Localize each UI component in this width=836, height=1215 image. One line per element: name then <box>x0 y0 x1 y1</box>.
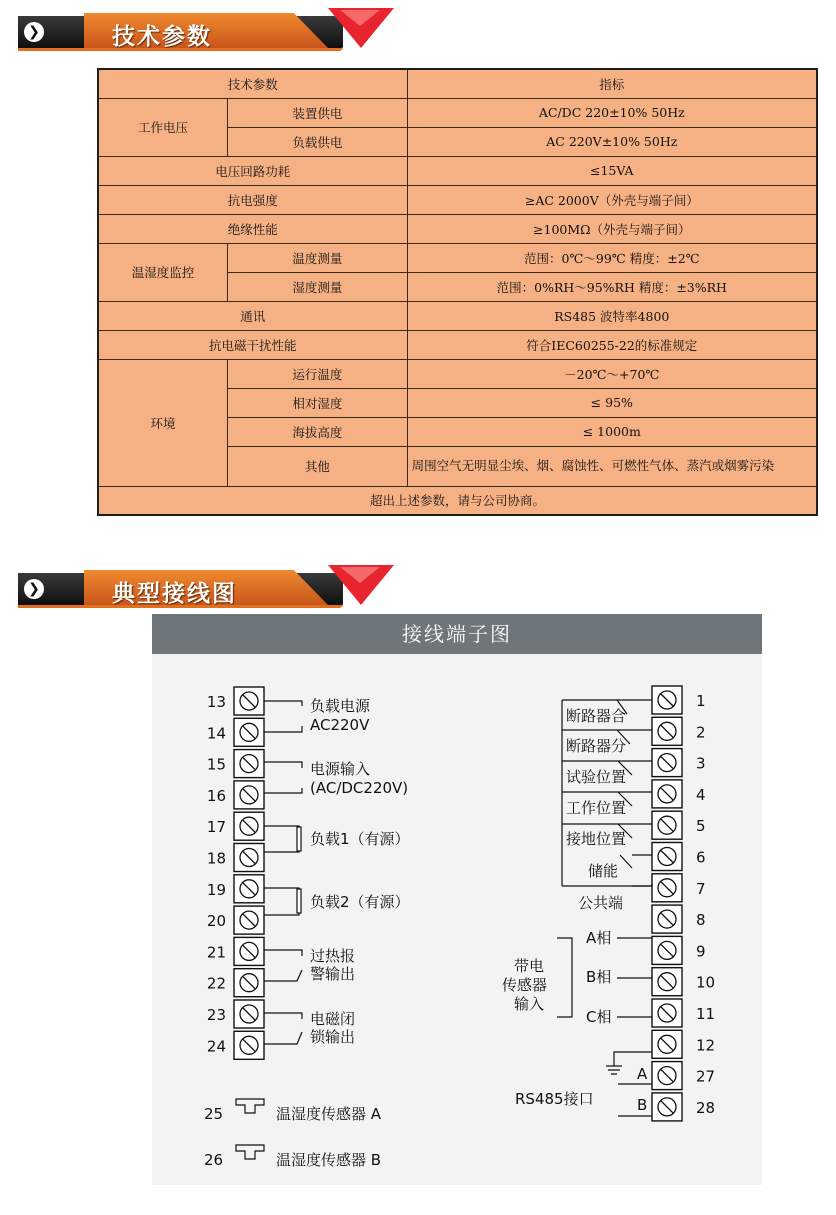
terminal-number: 19 <box>206 880 226 899</box>
label-sensor-a: 温湿度传感器 A <box>276 1105 382 1123</box>
triangle-highlight <box>340 10 380 26</box>
wiring-diagram <box>152 614 762 1185</box>
row-value: 符合IEC60255-22的标准规定 <box>407 330 817 359</box>
table-header-row <box>98 69 817 98</box>
row-value: ≥AC 2000V（外壳与端子间） <box>407 185 817 214</box>
terminal-number: 1 <box>696 692 706 710</box>
terminal <box>207 937 264 965</box>
label-acdc220v: (AC/DC220V) <box>310 779 409 797</box>
row-label: 抗电强度 <box>98 185 407 214</box>
diagram-labels <box>204 697 648 1169</box>
label-load1: 负载1（有源） <box>310 830 410 848</box>
label-work-pos: 工作位置 <box>566 799 627 817</box>
label-breaker-close: 断路器合 <box>566 707 627 725</box>
row-value: RS485 波特率4800 <box>407 301 817 330</box>
terminal-number: 21 <box>206 943 226 962</box>
row-label: 电压回路功耗 <box>98 156 407 185</box>
label-live-3: 输入 <box>514 995 545 1013</box>
terminal-number: 8 <box>696 911 706 930</box>
label-load-power: 负载电源 <box>310 697 371 715</box>
table-row <box>98 185 817 214</box>
terminal-number: 3 <box>696 754 706 773</box>
terminal-number: 16 <box>206 786 226 805</box>
terminal <box>207 812 264 840</box>
terminal <box>207 844 264 872</box>
terminal-number: 23 <box>206 1006 226 1024</box>
label-phase-a: A相 <box>586 929 612 947</box>
row-value: ≤ 1000m <box>407 417 817 446</box>
row-label: 装置供电 <box>228 98 407 127</box>
terminal-number: 10 <box>696 973 716 992</box>
row-label: 绝缘性能 <box>98 214 407 243</box>
label-test-pos: 试验位置 <box>566 768 627 786</box>
row-value: AC/DC 220±10% 50Hz <box>407 98 817 127</box>
terminal-number: 24 <box>206 1037 226 1056</box>
terminal <box>207 969 264 997</box>
terminal <box>207 781 264 809</box>
spec-table <box>97 68 818 516</box>
row-value: ≤15VA <box>407 156 817 185</box>
terminal <box>207 718 264 746</box>
row-label: 湿度测量 <box>228 272 407 301</box>
terminal <box>652 874 706 902</box>
terminal-diagram-svg <box>152 654 762 1185</box>
table-row <box>98 330 817 359</box>
label-load2: 负载2（有源） <box>310 893 410 911</box>
row-label: 其他 <box>228 446 407 486</box>
group-voltage: 工作电压 <box>98 98 228 156</box>
terminal-number: 6 <box>696 848 706 867</box>
arrow-right-icon: ❯ <box>24 22 44 42</box>
terminal-number: 18 <box>206 849 226 868</box>
terminal-number: 4 <box>696 785 706 804</box>
row-value: 周围空气无明显尘埃、烟、腐蚀性、可燃性气体、蒸汽或烟雾污染 <box>407 446 817 486</box>
label-common: 公共端 <box>578 894 624 912</box>
terminal <box>652 1062 715 1090</box>
group-temp-humidity: 温湿度监控 <box>98 243 228 301</box>
row-value: AC 220V±10% 50Hz <box>407 127 817 156</box>
terminal-number: 22 <box>206 974 226 993</box>
label-phase-b: B相 <box>586 968 612 986</box>
terminal-number: 9 <box>696 942 706 961</box>
terminal <box>652 1030 715 1058</box>
label-live-1: 带电 <box>514 957 545 975</box>
row-label: 温度测量 <box>228 243 407 272</box>
terminal <box>207 1000 264 1028</box>
terminal-number: 7 <box>696 879 706 898</box>
label-ac220v: AC220V <box>310 716 370 734</box>
row-label: 相对湿度 <box>228 388 407 417</box>
section-header-wiring <box>18 565 388 611</box>
terminal <box>652 717 706 745</box>
row-label: 海拔高度 <box>228 417 407 446</box>
terminal-number: 28 <box>696 1098 716 1117</box>
table-row <box>98 359 817 388</box>
terminal-number: 25 <box>204 1105 224 1123</box>
terminal-number: 27 <box>696 1067 716 1086</box>
label-live-2: 传感器 <box>502 976 548 994</box>
terminal-number: 14 <box>206 724 226 743</box>
table-footer-row <box>98 486 817 515</box>
terminal-number: 11 <box>696 1005 716 1023</box>
label-rs485: RS485接口 <box>515 1090 594 1108</box>
label-rs485-a: A <box>637 1065 648 1083</box>
table-row <box>98 156 817 185</box>
row-label: 运行温度 <box>228 359 407 388</box>
terminal-number: 2 <box>696 723 706 742</box>
terminal <box>207 687 264 715</box>
terminal-number: 13 <box>206 693 226 711</box>
arrow-right-icon: ❯ <box>24 579 44 599</box>
terminal-number: 15 <box>206 755 226 774</box>
label-overheat-1: 过热报 <box>310 947 356 965</box>
terminal <box>207 1031 264 1059</box>
terminal-number: 26 <box>204 1151 224 1169</box>
triangle-highlight <box>340 567 380 583</box>
table-footer: 超出上述参数，请与公司协商。 <box>98 486 817 515</box>
terminal <box>207 750 264 778</box>
table-row <box>98 98 817 127</box>
label-breaker-open: 断路器分 <box>566 737 627 755</box>
row-label: 抗电磁干扰性能 <box>98 330 407 359</box>
row-value: 范围：0%RH～95%RH 精度：±3%RH <box>407 272 817 301</box>
row-value: －20℃～+70℃ <box>407 359 817 388</box>
section-title: 技术参数 <box>112 24 212 50</box>
table-row <box>98 214 817 243</box>
terminal <box>652 968 715 996</box>
label-phase-c: C相 <box>586 1008 612 1026</box>
label-em-lock-1: 电磁闭 <box>310 1010 356 1028</box>
terminal <box>652 999 715 1027</box>
row-value: ≤ 95% <box>407 388 817 417</box>
table-row <box>98 243 817 272</box>
terminal <box>652 905 706 933</box>
terminal-number: 12 <box>696 1036 716 1055</box>
label-power-input: 电源输入 <box>310 760 371 778</box>
terminal <box>652 780 706 808</box>
label-sensor-b: 温湿度传感器 B <box>276 1151 382 1169</box>
label-em-lock-2: 锁输出 <box>310 1028 356 1046</box>
group-environment: 环境 <box>98 359 228 486</box>
row-value: 范围：0℃～99℃ 精度：±2℃ <box>407 243 817 272</box>
left-terminal-block <box>207 687 264 1059</box>
terminal <box>652 811 706 839</box>
label-energy: 储能 <box>588 862 619 880</box>
terminal-number: 5 <box>696 817 706 836</box>
terminal-number: 17 <box>206 818 226 837</box>
terminal <box>652 749 706 777</box>
terminal <box>652 843 706 871</box>
terminal <box>652 1093 715 1121</box>
section-title: 典型接线图 <box>112 581 237 607</box>
right-terminal-block <box>652 686 715 1121</box>
terminal-number: 20 <box>206 912 226 931</box>
terminal <box>652 686 706 714</box>
label-rs485-b: B <box>637 1096 648 1114</box>
terminal <box>652 936 706 964</box>
terminal <box>207 906 264 934</box>
label-overheat-2: 警输出 <box>310 965 356 983</box>
row-value: ≥100MΩ（外壳与端子间） <box>407 214 817 243</box>
header-param: 技术参数 <box>98 69 407 98</box>
diagram-title: 接线端子图 <box>152 614 762 654</box>
row-label: 负载供电 <box>228 127 407 156</box>
label-ground-pos: 接地位置 <box>566 830 627 848</box>
terminal <box>207 875 264 903</box>
row-label: 通讯 <box>98 301 407 330</box>
section-header-specs <box>18 8 388 54</box>
header-value: 指标 <box>407 69 817 98</box>
table-row <box>98 301 817 330</box>
